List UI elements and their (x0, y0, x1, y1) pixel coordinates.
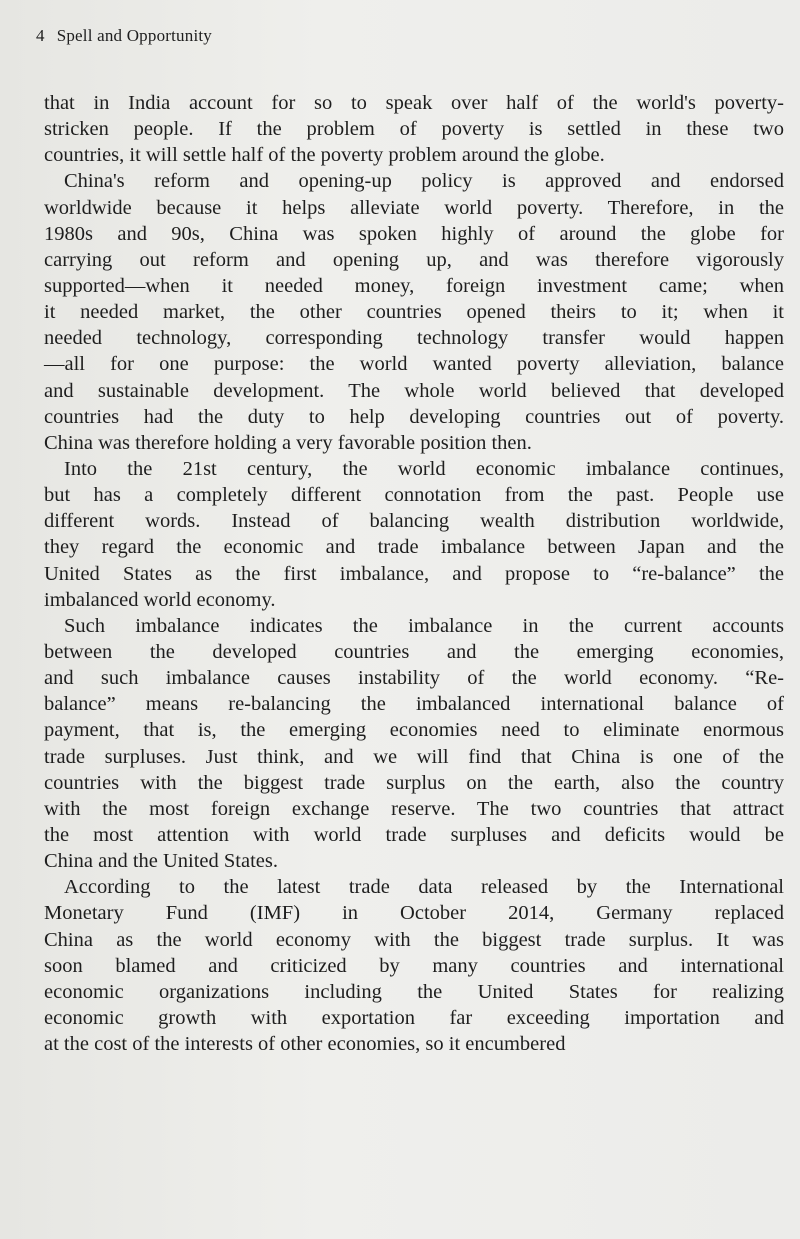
paragraph (44, 90, 784, 168)
text-line: but has a completely different connotation from the past. People use (44, 484, 784, 507)
text-line: economic organizations including the United States for realizing (44, 980, 784, 1003)
text-line: and sustainable development. The whole world believed that developed (44, 379, 784, 402)
text-line: economic growth with exportation far exceeding importation and (44, 1006, 784, 1029)
text-line: between the developed countries and the emerging economies, (44, 640, 784, 663)
text-line: United States as the first imbalance, and propose to “re-balance” the (44, 562, 784, 585)
text-line: Such imbalance indicates the imbalance in the current accounts (64, 614, 784, 637)
text-line: countries with the biggest trade surplus on the earth, also the country (44, 771, 784, 794)
text-line: trade surpluses. Just think, and we will find that China is one of the (44, 745, 784, 768)
text-line: China's reform and opening-up policy is approved and endorsed (64, 170, 784, 193)
text-line: Into the 21st century, the world economic imbalance continues, (64, 457, 784, 480)
paragraph (44, 613, 784, 874)
text-line: payment, that is, the emerging economies need to eliminate enormous (44, 719, 784, 742)
text-line: —all for one purpose: the world wanted poverty alleviation, balance (44, 353, 784, 376)
text-line: China as the world economy with the biggest trade surplus. It was (44, 928, 784, 951)
text-line: the most attention with world trade surpluses and deficits would be (44, 823, 784, 846)
body-text (44, 90, 784, 1057)
text-line: worldwide because it helps alleviate world poverty. Therefore, in the (44, 196, 784, 219)
text-line: balance” means re-balancing the imbalanced international balance of (44, 693, 784, 716)
paragraph (44, 456, 784, 613)
text-line: Monetary Fund (IMF) in October 2014, Germany replaced (44, 902, 784, 925)
running-header (36, 26, 212, 46)
show-through-text (425, 24, 429, 40)
text-line: imbalanced world economy. (44, 588, 276, 611)
text-line: at the cost of the interests of other economies, so it encumbered (44, 1033, 566, 1056)
paragraph (44, 874, 784, 1057)
text-line: carrying out reform and opening up, and was therefore vigorously (44, 248, 784, 271)
text-line: China and the United States. (44, 850, 278, 873)
text-line: countries had the duty to help developing countries out of poverty. (44, 405, 784, 428)
page-number: 4 (36, 26, 45, 45)
text-line: countries, it will settle half of the poverty problem around the globe. (44, 144, 605, 167)
text-line: China was therefore holding a very favorable position then. (44, 431, 532, 454)
running-title: Spell and Opportunity (56, 26, 213, 45)
text-line: supported—when it needed money, foreign investment came; when (44, 274, 784, 297)
text-line: with the most foreign exchange reserve. The two countries that attract (44, 797, 784, 820)
paragraph (44, 168, 784, 456)
text-line: soon blamed and criticized by many countries and international (44, 954, 784, 977)
text-line: that in India account for so to speak over half of the world's poverty- (44, 92, 784, 114)
text-line: they regard the economic and trade imbalance between Japan and the (44, 536, 784, 559)
text-line: 1980s and 90s, China was spoken highly of around the globe for (44, 222, 784, 245)
text-line: needed technology, corresponding technology transfer would happen (44, 327, 784, 350)
text-line: and such imbalance causes instability of the world economy. “Re- (44, 667, 784, 690)
text-line: it needed market, the other countries opened theirs to it; when it (44, 301, 784, 324)
text-line: different words. Instead of balancing wealth distribution worldwide, (44, 510, 784, 533)
text-line: stricken people. If the problem of poverty is settled in these two (44, 118, 784, 141)
text-line: According to the latest trade data released by the International (64, 876, 784, 899)
